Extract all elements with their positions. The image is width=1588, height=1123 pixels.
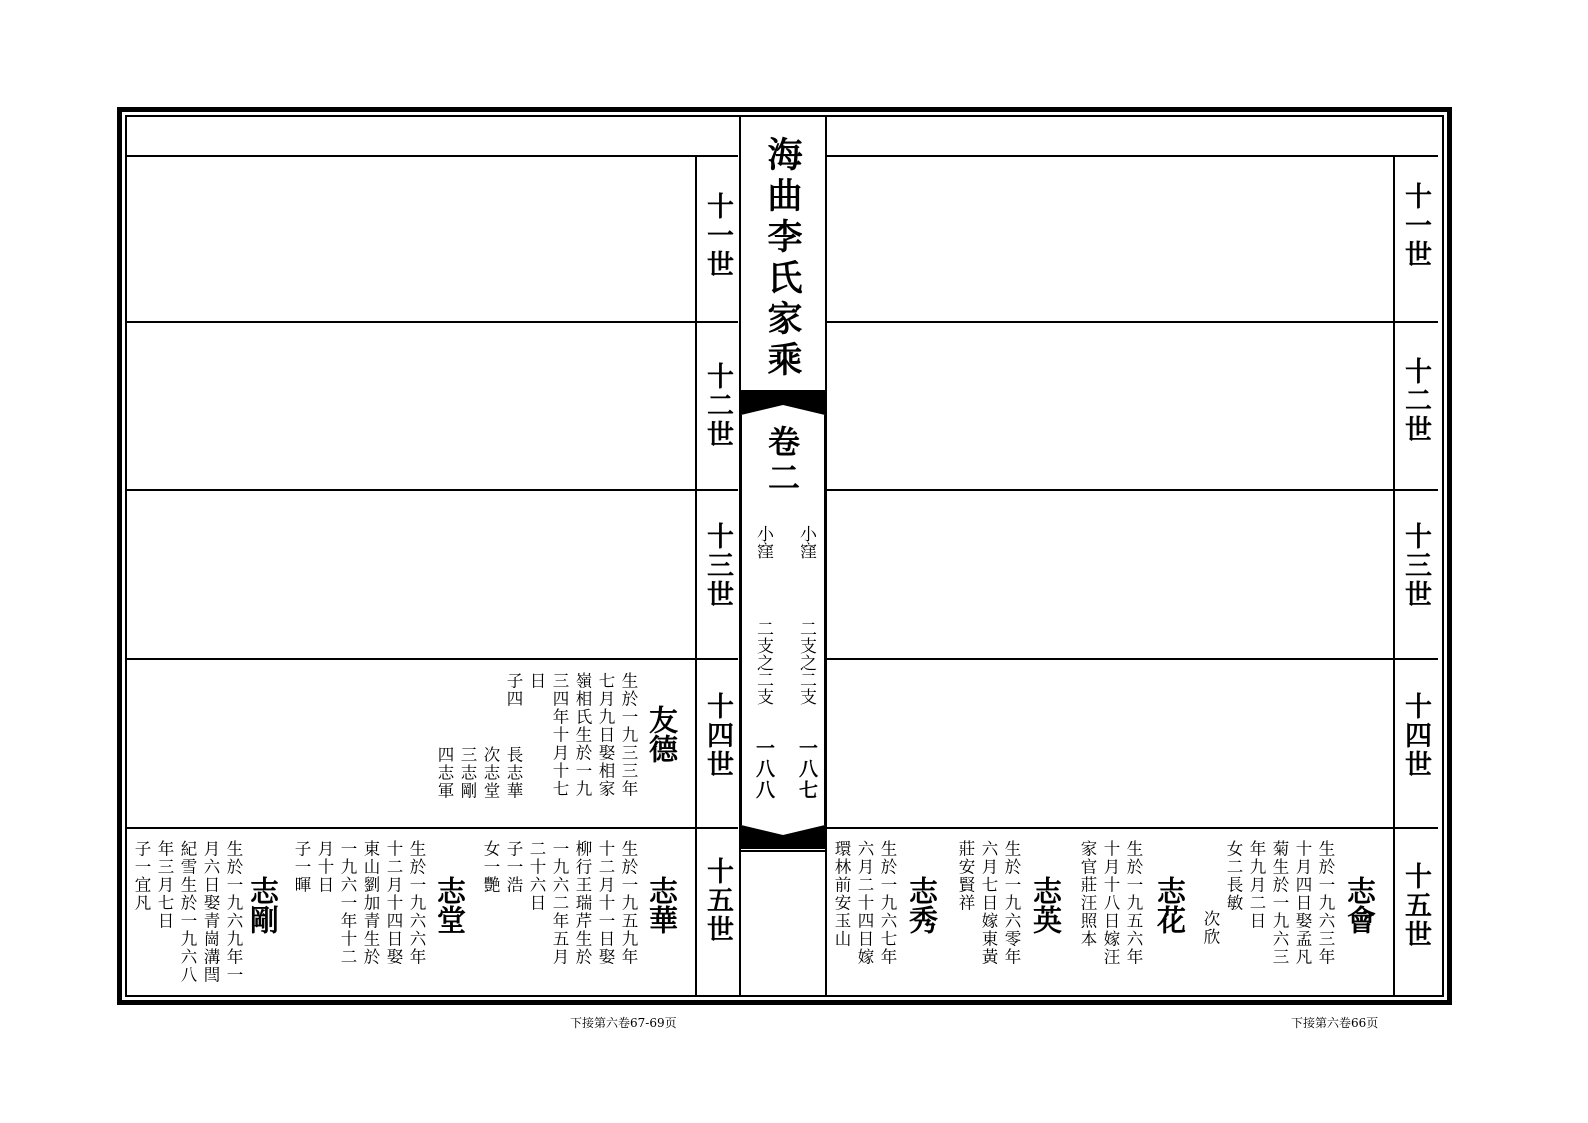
entry-detail-line: 十月四日娶孟凡 [1293, 840, 1312, 966]
footer-note-right: 下接第六卷66页 [1291, 1016, 1379, 1030]
branch-village: 小窪 [753, 525, 773, 559]
entry-detail-line: 生於一九六九年一 [224, 840, 243, 984]
entry-detail-line: 生於一九五九年 [619, 840, 638, 966]
child-entry: 四志軍 [435, 746, 454, 800]
generation-label: 十一世 [1400, 182, 1431, 269]
generation-label: 十五世 [1400, 862, 1431, 949]
child-entry: 三志剛 [458, 746, 477, 800]
generation-label: 十五世 [702, 857, 733, 944]
generation-label: 十二世 [1400, 357, 1431, 444]
entry-detail-line: 年三月七日 [155, 840, 174, 930]
entry-detail-line: 生於一九六七年 [878, 840, 897, 966]
entry-detail-line: 月十日 [315, 840, 334, 894]
child-entry: 子一宜凡 [132, 840, 151, 912]
person-name: 志剛 [246, 876, 280, 934]
person-name: 友德 [645, 705, 679, 763]
entry-detail-line: 莊安賢祥 [956, 840, 975, 912]
person-name: 志會 [1343, 876, 1377, 934]
person-name: 志秀 [905, 876, 939, 934]
entry-detail-line: 生於一九五六年 [1124, 840, 1143, 966]
page-number-right: 一八七 [796, 738, 818, 801]
footer-note-left: 下接第六卷67-69页 [570, 1016, 677, 1030]
branch-name: 二支之二支 [796, 620, 816, 705]
entry-detail-line: 一九六二年五月 [550, 840, 569, 966]
person-name: 志英 [1029, 876, 1063, 934]
entry-detail-line: 三四年十月十七 [550, 672, 569, 798]
branch-village: 小窪 [796, 525, 816, 559]
entry-detail-line: 子四 [504, 672, 523, 708]
entry-detail-line: 七月九日娶相家 [596, 672, 615, 798]
entry-detail-line: 紀雪生於一九六八 [178, 840, 197, 984]
entry-detail-line: 家官莊汪照本 [1078, 840, 1097, 948]
volume-label: 卷二 [763, 425, 801, 497]
entry-detail-line: 月六日娶青崗溝閆 [201, 840, 220, 984]
child-entry: 子一暉 [292, 840, 311, 894]
entry-detail-line: 二十六日 [527, 840, 546, 912]
entry-detail-line: 生於一九六三年 [1316, 840, 1335, 966]
entry-detail-line: 柳行王瑞芹生於 [573, 840, 592, 966]
person-name: 志花 [1153, 876, 1187, 934]
entry-detail-line: 十月十八日嫁汪 [1101, 840, 1120, 966]
child-entry: 子一浩 [504, 840, 523, 894]
entry-detail-line: 生於一九三三年 [619, 672, 638, 798]
generation-label: 十二世 [702, 362, 733, 449]
entry-detail-line: 日 [527, 672, 546, 690]
entry-detail-line: 環林前安玉山 [832, 840, 851, 948]
child-entry: 女二長敏 [1224, 840, 1243, 912]
generation-label: 十三世 [702, 522, 733, 609]
generation-label: 十四世 [1400, 692, 1431, 779]
entry-detail-line: 東山劉加青生於 [361, 840, 380, 966]
child-entry: 長志華 [504, 746, 523, 800]
person-name: 志華 [645, 876, 679, 934]
child-entry: 次欣 [1201, 910, 1220, 946]
entry-detail-line: 十二月十四日娶 [384, 840, 403, 966]
generation-label: 十三世 [1400, 522, 1431, 609]
book-title: 海曲李氏家乘 [762, 136, 803, 382]
child-entry: 次志堂 [481, 746, 500, 800]
entry-detail-line: 六月二十四日嫁 [855, 840, 874, 966]
generation-label: 十四世 [702, 692, 733, 779]
entry-detail-line: 菊生於一九六三 [1270, 840, 1289, 966]
entry-detail-line: 十二月十一日娶 [596, 840, 615, 966]
entry-detail-line: 年九月二日 [1247, 840, 1266, 930]
entry-detail-line: 六月七日嫁東黃 [979, 840, 998, 966]
generation-label: 十一世 [702, 192, 733, 279]
page-number-left: 一八八 [753, 738, 775, 801]
person-name: 志堂 [433, 876, 467, 934]
child-entry: 女一艷 [481, 840, 500, 894]
entry-detail-line: 生於一九六零年 [1002, 840, 1021, 966]
entry-detail-line: 嶺相氏生於一九 [573, 672, 592, 798]
entry-detail-line: 一九六一年十二 [338, 840, 357, 966]
branch-name: 二支之二支 [753, 620, 773, 705]
entry-detail-line: 生於一九六六年 [407, 840, 426, 966]
